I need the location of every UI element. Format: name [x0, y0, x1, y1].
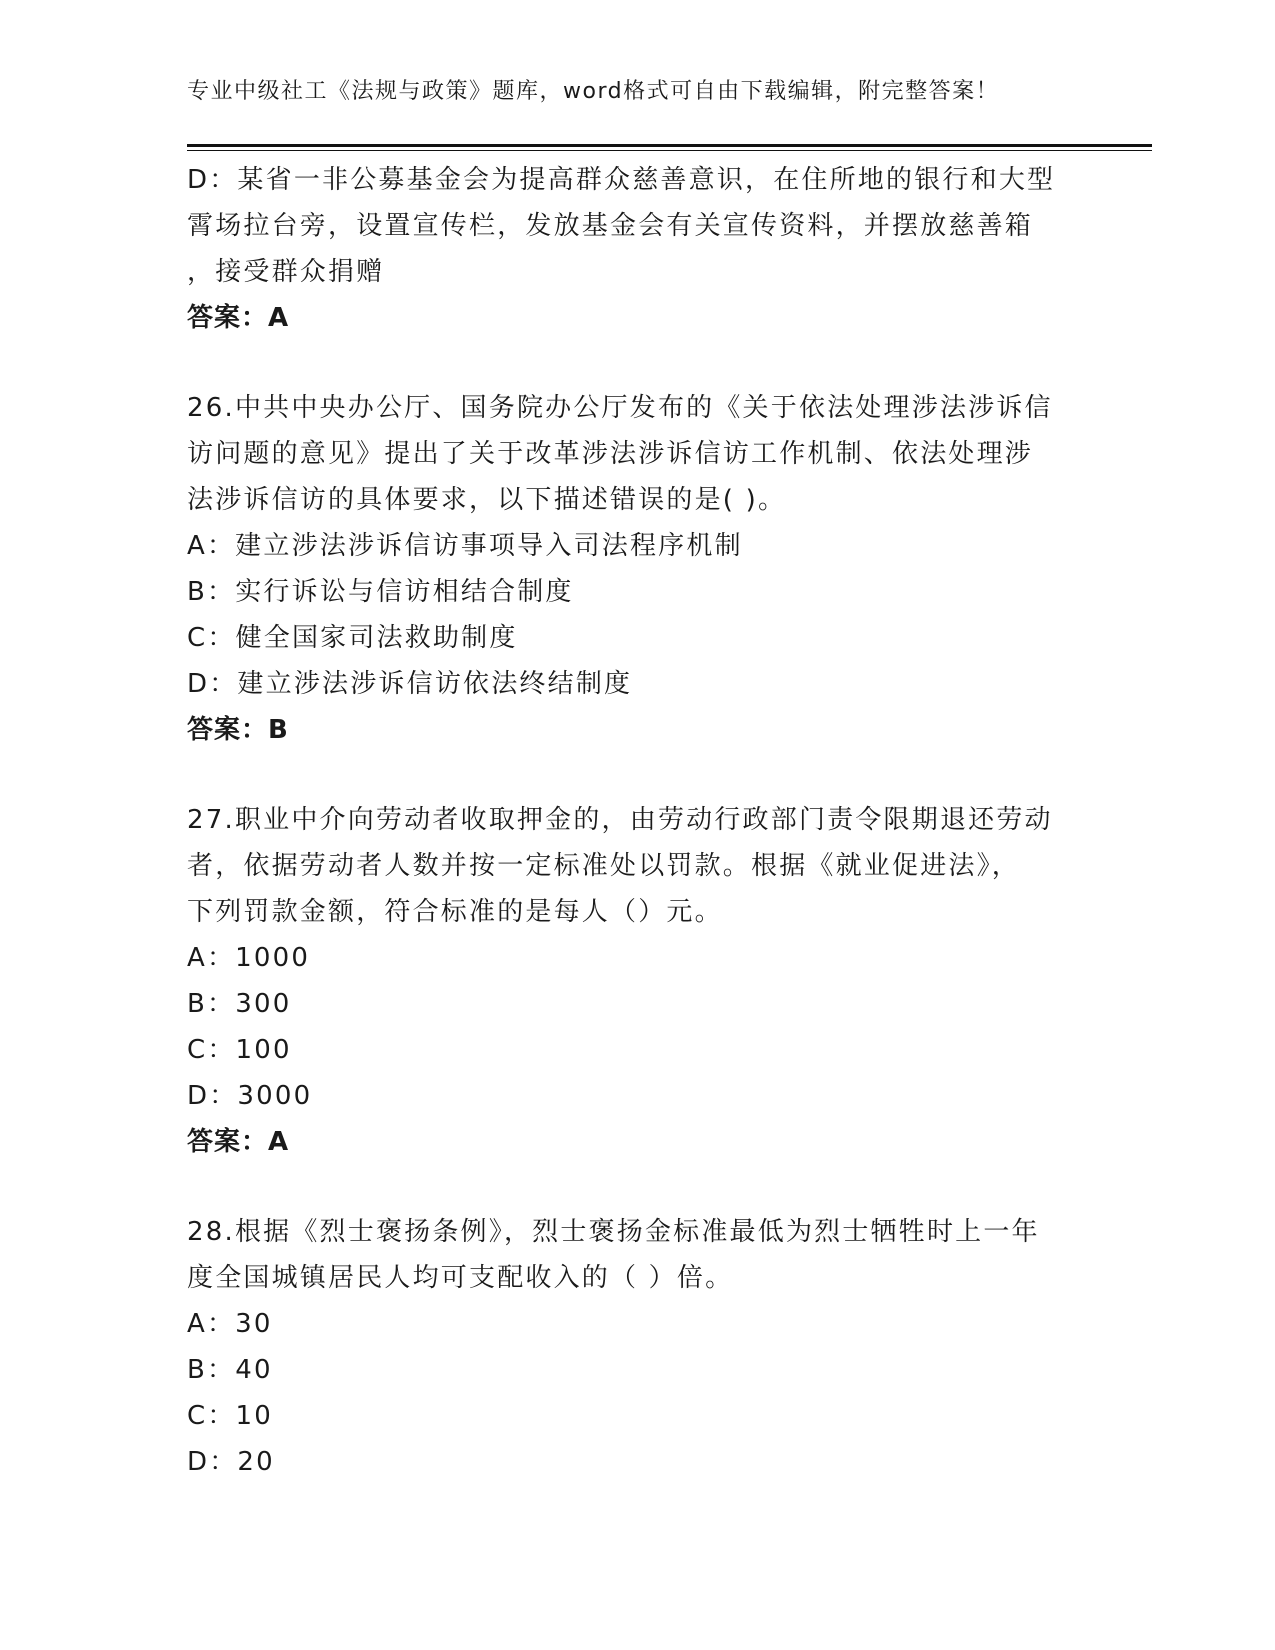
header-divider-thick	[187, 144, 1152, 147]
question-26	[187, 385, 1087, 753]
question-content	[187, 157, 1087, 1485]
answer-line: 答案：A	[187, 1127, 290, 1157]
question-stem-line: 度全国城镇居民人均可支配收入的（ ）倍。	[187, 1263, 734, 1293]
option-d-line: ，接受群众捐赠	[187, 257, 385, 287]
option-d: D：建立涉法涉诉信访依法终结制度	[187, 669, 633, 699]
option-a: A：1000	[187, 943, 311, 973]
option-c: C：10	[187, 1401, 274, 1431]
option-d-line: D：某省一非公募基金会为提高群众慈善意识，在住所地的银行和大型	[187, 165, 1056, 195]
option-b: B：300	[187, 989, 292, 1019]
option-c: C：健全国家司法救助制度	[187, 623, 518, 653]
option-b: B：实行诉讼与信访相结合制度	[187, 577, 574, 607]
option-c: C：100	[187, 1035, 292, 1065]
question-stem-line: 下列罚款金额，符合标准的是每人（）元。	[187, 897, 723, 927]
question-stem-line: 者，依据劳动者人数并按一定标准处以罚款。根据《就业促进法》，	[187, 851, 1021, 881]
question-28	[187, 1209, 1087, 1485]
question-stem-line: 法涉诉信访的具体要求，以下描述错误的是( )。	[187, 485, 787, 515]
question-27	[187, 797, 1087, 1165]
question-stem-line: 访问题的意见》提出了关于改革涉法涉诉信访工作机制、依法处理涉	[187, 439, 1034, 469]
question-stem-line: 26.中共中央办公厅、国务院办公厅发布的《关于依法处理涉法涉诉信	[187, 393, 1053, 423]
header-divider-thin	[187, 150, 1152, 151]
option-d: D：3000	[187, 1081, 313, 1111]
answer-line: 答案：A	[187, 303, 290, 333]
page-header: 专业中级社工《法规与政策》题库，word格式可自由下载编辑，附完整答案！	[187, 79, 1000, 104]
option-a: A：建立涉法涉诉信访事项导入司法程序机制	[187, 531, 743, 561]
question-stem-line: 27.职业中介向劳动者收取押金的，由劳动行政部门责令限期退还劳动	[187, 805, 1053, 835]
answer-line: 答案：B	[187, 715, 289, 745]
option-d-line: 霄场拉台旁，设置宣传栏，发放基金会有关宣传资料，并摆放慈善箱	[187, 211, 1034, 241]
option-d: D：20	[187, 1447, 275, 1477]
question-25-tail	[187, 157, 1087, 341]
option-b: B：40	[187, 1355, 273, 1385]
option-a: A：30	[187, 1309, 273, 1339]
question-stem-line: 28.根据《烈士褒扬条例》，烈士褒扬金标准最低为烈士牺牲时上一年	[187, 1217, 1040, 1247]
